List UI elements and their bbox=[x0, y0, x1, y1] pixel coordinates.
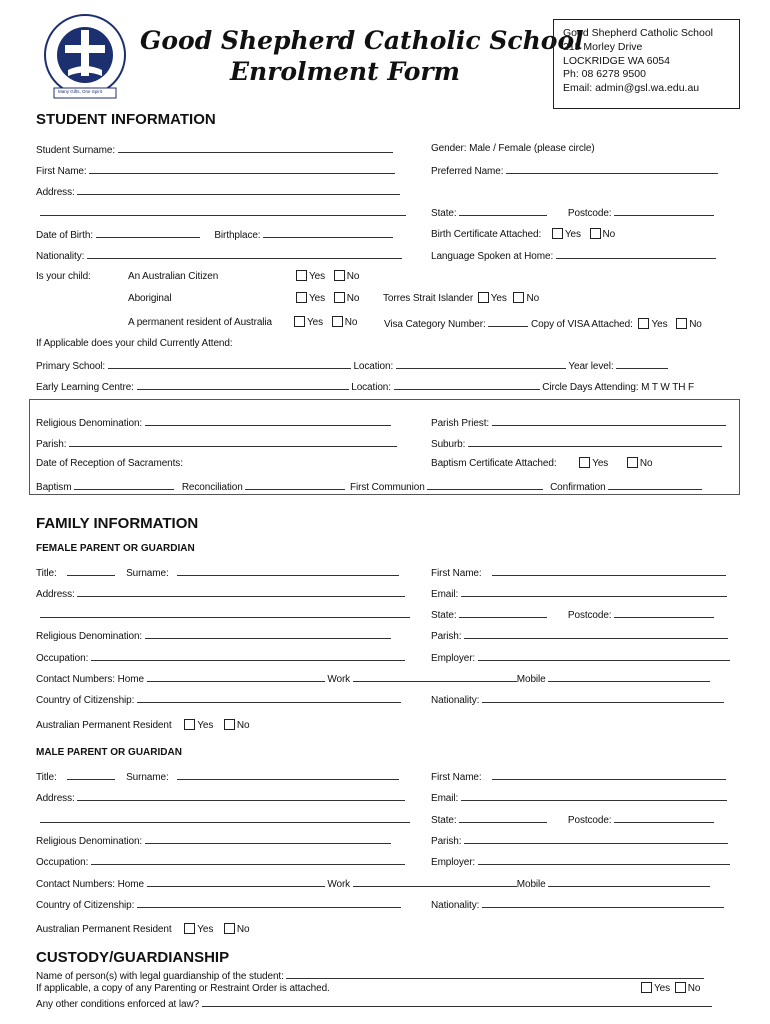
postcode-label: Postcode: bbox=[567, 815, 612, 826]
address-line: Ph: 08 6278 9500 bbox=[563, 68, 646, 81]
first-communion-label: First Communion bbox=[350, 482, 425, 493]
m-citizenship-field[interactable] bbox=[137, 898, 401, 908]
copy-visa-label: Copy of VISA Attached: bbox=[531, 319, 633, 330]
address-line: LOCKRIDGE WA 6054 bbox=[563, 54, 670, 67]
if-applicable-label: If Applicable does your child Currently Attend: bbox=[36, 338, 233, 349]
citizen-no-checkbox[interactable] bbox=[334, 270, 345, 281]
m-apr-row bbox=[36, 923, 250, 935]
custody-heading: CUSTODY/GUARDIANSHIP bbox=[36, 949, 230, 966]
birth-cert-yes-checkbox[interactable] bbox=[552, 228, 563, 239]
no-label: No bbox=[687, 983, 701, 994]
primary-school-label: Primary School: bbox=[36, 361, 106, 372]
state-label: State: bbox=[431, 208, 457, 219]
contact-label: Contact Numbers: Home bbox=[36, 674, 144, 685]
male-heading: MALE PARENT OR GUARIDAN bbox=[36, 747, 182, 758]
f-apr-yes-checkbox[interactable] bbox=[184, 719, 195, 730]
apr-label: Australian Permanent Resident bbox=[36, 924, 172, 935]
visa-row bbox=[384, 317, 702, 330]
order-yes-checkbox[interactable] bbox=[641, 982, 652, 993]
language-row bbox=[431, 249, 716, 262]
m-work-field[interactable] bbox=[353, 877, 517, 887]
f-title-field[interactable] bbox=[67, 566, 115, 576]
baptism-cert-no-checkbox[interactable] bbox=[627, 457, 638, 468]
f-email-field[interactable] bbox=[461, 587, 727, 597]
visa-yes-checkbox[interactable] bbox=[638, 318, 649, 329]
address-field[interactable] bbox=[77, 185, 400, 195]
date-reception-label: Date of Reception of Sacraments: bbox=[36, 458, 183, 469]
m-surname-field[interactable] bbox=[177, 770, 399, 780]
parish-field[interactable] bbox=[69, 437, 397, 447]
citizenship-label: Country of Citizenship: bbox=[36, 900, 135, 911]
dob-field[interactable] bbox=[96, 228, 200, 238]
state-label: State: bbox=[431, 815, 457, 826]
address-line: 215 Morley Drive bbox=[563, 40, 643, 53]
parish-priest-label: Parish Priest: bbox=[431, 418, 490, 429]
no-label: No bbox=[526, 293, 540, 304]
f-state-field[interactable] bbox=[459, 608, 547, 618]
f-postcode-field[interactable] bbox=[614, 608, 714, 618]
no-label: No bbox=[236, 720, 250, 731]
work-label: Work bbox=[327, 674, 351, 685]
m-state-field[interactable] bbox=[459, 813, 547, 823]
occupation-label: Occupation: bbox=[36, 857, 89, 868]
m-address-row-2 bbox=[40, 813, 410, 826]
state-row bbox=[431, 206, 714, 219]
no-label: No bbox=[602, 229, 616, 240]
nationality-field[interactable] bbox=[87, 249, 402, 259]
yes-label: Yes bbox=[564, 229, 581, 240]
f-apr-no-checkbox[interactable] bbox=[224, 719, 235, 730]
m-occupation-field[interactable] bbox=[91, 855, 405, 865]
m-employer-row bbox=[431, 855, 730, 868]
nationality-label: Nationality: bbox=[431, 900, 480, 911]
dob-row bbox=[36, 228, 393, 241]
yes-label: Yes bbox=[490, 293, 507, 304]
location-label: Location: bbox=[351, 382, 391, 393]
early-learning-label: Early Learning Centre: bbox=[36, 382, 134, 393]
yes-label: Yes bbox=[307, 317, 324, 328]
first-name-label: First Name: bbox=[431, 772, 482, 783]
f-address-field[interactable] bbox=[77, 587, 405, 597]
aboriginal-options bbox=[296, 292, 359, 304]
email-label: Email: bbox=[431, 589, 459, 600]
student-heading: STUDENT INFORMATION bbox=[36, 111, 216, 128]
custody-guardian-row bbox=[36, 969, 704, 982]
f-citizenship-field[interactable] bbox=[137, 693, 401, 703]
m-nationality-row bbox=[431, 898, 724, 911]
f-citizenship-row bbox=[36, 693, 401, 706]
m-email-row bbox=[431, 791, 727, 804]
torres-row bbox=[383, 292, 539, 304]
nationality-row bbox=[36, 249, 402, 262]
baptism-cert-yes-checkbox[interactable] bbox=[579, 457, 590, 468]
guardianship-field[interactable] bbox=[286, 969, 704, 979]
primary-school-field[interactable] bbox=[108, 359, 351, 369]
parish-priest-field[interactable] bbox=[492, 416, 726, 426]
m-employer-field[interactable] bbox=[478, 855, 730, 865]
baptism-cert-row bbox=[431, 457, 652, 469]
title-line-1: Good Shepherd Catholic School bbox=[140, 26, 584, 55]
yes-label: Yes bbox=[592, 458, 609, 469]
m-mobile-field[interactable] bbox=[548, 877, 710, 887]
contact-label: Contact Numbers: Home bbox=[36, 879, 144, 890]
dob-label: Date of Birth: bbox=[36, 230, 93, 241]
visa-category-field[interactable] bbox=[488, 317, 528, 327]
m-title-row bbox=[36, 770, 399, 783]
birthplace-label: Birthplace: bbox=[214, 230, 261, 241]
denomination-label: Religious Denomination: bbox=[36, 418, 143, 429]
parish-label: Parish: bbox=[36, 439, 67, 450]
guardianship-label: Name of person(s) with legal guardianship of the student: bbox=[36, 971, 284, 982]
reconciliation-field[interactable] bbox=[245, 480, 345, 490]
baptism-cert-label: Baptism Certificate Attached: bbox=[431, 458, 557, 469]
nationality-label: Nationality: bbox=[431, 695, 480, 706]
confirmation-label: Confirmation bbox=[550, 482, 606, 493]
f-nationality-row bbox=[431, 693, 724, 706]
f-parish-row bbox=[431, 629, 728, 642]
aboriginal-yes-checkbox[interactable] bbox=[296, 292, 307, 303]
f-occupation-field[interactable] bbox=[91, 651, 405, 661]
denomination-field[interactable] bbox=[145, 416, 391, 426]
language-label: Language Spoken at Home: bbox=[431, 251, 554, 262]
work-label: Work bbox=[327, 879, 351, 890]
first-name-label: First Name: bbox=[431, 568, 482, 579]
m-parish-field[interactable] bbox=[464, 834, 728, 844]
confirmation-field[interactable] bbox=[608, 480, 702, 490]
first-name-label: First Name: bbox=[36, 166, 87, 177]
mobile-label: Mobile bbox=[516, 674, 546, 685]
f-email-row bbox=[431, 587, 727, 600]
conditions-label: Any other conditions enforced at law? bbox=[36, 999, 200, 1010]
f-address-field-2[interactable] bbox=[40, 608, 410, 618]
first-communion-field[interactable] bbox=[427, 480, 543, 490]
m-email-field[interactable] bbox=[461, 791, 727, 801]
surname-label: Student Surname: bbox=[36, 145, 116, 156]
f-work-field[interactable] bbox=[353, 672, 517, 682]
is-your-child-label: Is your child: bbox=[36, 271, 91, 282]
m-parish-row bbox=[431, 834, 728, 847]
preferred-name-field[interactable] bbox=[506, 164, 718, 174]
parish-priest-row bbox=[431, 416, 726, 429]
birth-cert-label: Birth Certificate Attached: bbox=[431, 229, 542, 240]
parish-row bbox=[36, 437, 397, 450]
no-label: No bbox=[689, 319, 702, 330]
reconciliation-label: Reconciliation bbox=[181, 482, 243, 493]
suburb-label: Suburb: bbox=[431, 439, 466, 450]
surname-field[interactable] bbox=[118, 143, 393, 153]
m-address-field[interactable] bbox=[77, 791, 405, 801]
aboriginal-no-checkbox[interactable] bbox=[334, 292, 345, 303]
yes-label: Yes bbox=[309, 293, 326, 304]
form-title bbox=[140, 26, 584, 86]
postcode-field[interactable] bbox=[614, 206, 714, 216]
logo-motto: Many Gifts, One Spirit bbox=[58, 89, 103, 94]
no-label: No bbox=[346, 293, 360, 304]
first-name-row bbox=[36, 164, 395, 177]
employer-label: Employer: bbox=[431, 857, 476, 868]
year-level-label: Year level: bbox=[568, 361, 614, 372]
preferred-name-label: Preferred Name: bbox=[431, 166, 504, 177]
m-nationality-field[interactable] bbox=[482, 898, 724, 908]
address-row-2 bbox=[40, 206, 406, 219]
early-location-field[interactable] bbox=[394, 380, 540, 390]
citizen-options bbox=[296, 270, 359, 282]
parish-label: Parish: bbox=[431, 631, 462, 642]
torres-label: Torres Strait Islander bbox=[383, 293, 474, 304]
yes-label: Yes bbox=[651, 319, 668, 330]
parish-label: Parish: bbox=[431, 836, 462, 847]
title-label: Title: bbox=[36, 568, 57, 579]
address-label: Address: bbox=[36, 793, 75, 804]
no-label: No bbox=[236, 924, 250, 935]
f-home-field[interactable] bbox=[147, 672, 325, 682]
title-line-2: Enrolment Form bbox=[229, 57, 461, 86]
gender-label: Gender: Male / Female (please circle) bbox=[431, 143, 595, 154]
yes-label: Yes bbox=[309, 271, 326, 282]
email-label: Email: bbox=[431, 793, 459, 804]
parenting-order-options bbox=[641, 982, 700, 994]
surname-label: Surname: bbox=[126, 772, 169, 783]
address-label: Address: bbox=[36, 187, 75, 198]
baptism-field[interactable] bbox=[74, 480, 174, 490]
citizen-label: An Australian Citizen bbox=[128, 271, 219, 282]
postcode-label: Postcode: bbox=[567, 610, 612, 621]
m-title-field[interactable] bbox=[67, 770, 115, 780]
m-address-field-2[interactable] bbox=[40, 813, 410, 823]
early-learning-row bbox=[36, 380, 694, 393]
f-denomination-row bbox=[36, 629, 391, 642]
permanent-resident-options bbox=[294, 316, 357, 328]
m-state-row bbox=[431, 813, 714, 826]
f-employer-row bbox=[431, 651, 730, 664]
m-contact-row bbox=[36, 877, 710, 890]
m-occupation-row bbox=[36, 855, 405, 868]
pr-yes-checkbox[interactable] bbox=[294, 316, 305, 327]
m-postcode-field[interactable] bbox=[614, 813, 714, 823]
yes-label: Yes bbox=[197, 924, 214, 935]
m-first-name-field[interactable] bbox=[492, 770, 726, 780]
m-address-row bbox=[36, 791, 405, 804]
f-state-row bbox=[431, 608, 714, 621]
conditions-field[interactable] bbox=[202, 997, 712, 1007]
m-denomination-field[interactable] bbox=[145, 834, 391, 844]
address-label: Address: bbox=[36, 589, 75, 600]
f-surname-field[interactable] bbox=[177, 566, 399, 576]
baptism-label: Baptism bbox=[36, 482, 72, 493]
f-apr-row bbox=[36, 719, 250, 731]
m-apr-yes-checkbox[interactable] bbox=[184, 923, 195, 934]
preferred-name-row bbox=[431, 164, 718, 177]
mobile-label: Mobile bbox=[516, 879, 546, 890]
pr-no-checkbox[interactable] bbox=[332, 316, 343, 327]
f-nationality-field[interactable] bbox=[482, 693, 724, 703]
yes-label: Yes bbox=[197, 720, 214, 731]
no-label: No bbox=[344, 317, 358, 328]
f-mobile-field[interactable] bbox=[548, 672, 710, 682]
m-denomination-row bbox=[36, 834, 391, 847]
aboriginal-label: Aboriginal bbox=[128, 293, 172, 304]
state-label: State: bbox=[431, 610, 457, 621]
birthplace-field[interactable] bbox=[263, 228, 393, 238]
title-label: Title: bbox=[36, 772, 57, 783]
permanent-resident-label: A permanent resident of Australia bbox=[128, 317, 273, 328]
citizen-yes-checkbox[interactable] bbox=[296, 270, 307, 281]
occupation-label: Occupation: bbox=[36, 653, 89, 664]
postcode-label: Postcode: bbox=[567, 208, 612, 219]
address-field-2[interactable] bbox=[40, 206, 406, 216]
location-field[interactable] bbox=[396, 359, 566, 369]
f-first-name-row bbox=[431, 566, 726, 579]
state-field[interactable] bbox=[459, 206, 547, 216]
surname-row bbox=[36, 143, 393, 156]
sacraments-row bbox=[36, 480, 702, 493]
m-first-name-row bbox=[431, 770, 726, 783]
nationality-label: Nationality: bbox=[36, 251, 85, 262]
school-address-box bbox=[553, 19, 740, 109]
f-employer-field[interactable] bbox=[478, 651, 730, 661]
f-address-row bbox=[36, 587, 405, 600]
f-denomination-field[interactable] bbox=[145, 629, 391, 639]
birth-cert-row bbox=[431, 228, 615, 240]
birth-cert-no-checkbox[interactable] bbox=[590, 228, 601, 239]
m-apr-no-checkbox[interactable] bbox=[224, 923, 235, 934]
f-parish-field[interactable] bbox=[464, 629, 728, 639]
denomination-label: Religious Denomination: bbox=[36, 631, 143, 642]
citizenship-label: Country of Citizenship: bbox=[36, 695, 135, 706]
family-heading: FAMILY INFORMATION bbox=[36, 515, 199, 532]
conditions-row bbox=[36, 997, 712, 1010]
f-contact-row bbox=[36, 672, 710, 685]
female-heading: FEMALE PARENT OR GUARDIAN bbox=[36, 543, 195, 554]
f-first-name-field[interactable] bbox=[492, 566, 726, 576]
m-citizenship-row bbox=[36, 898, 401, 911]
address-row bbox=[36, 185, 400, 198]
suburb-field[interactable] bbox=[468, 437, 722, 447]
primary-school-row bbox=[36, 359, 668, 372]
f-address-row-2 bbox=[40, 608, 410, 621]
yes-label: Yes bbox=[654, 983, 671, 994]
location-label: Location: bbox=[353, 361, 394, 372]
surname-label: Surname: bbox=[126, 568, 169, 579]
circle-days-label: Circle Days Attending: M T W TH F bbox=[542, 382, 695, 393]
year-level-field[interactable] bbox=[616, 359, 668, 369]
visa-no-checkbox[interactable] bbox=[676, 318, 687, 329]
early-learning-field[interactable] bbox=[137, 380, 349, 390]
order-no-checkbox[interactable] bbox=[675, 982, 686, 993]
torres-no-checkbox[interactable] bbox=[513, 292, 524, 303]
visa-category-label: Visa Category Number: bbox=[384, 319, 486, 330]
address-line: Good Shepherd Catholic School bbox=[563, 27, 714, 39]
f-occupation-row bbox=[36, 651, 405, 664]
no-label: No bbox=[639, 458, 653, 469]
address-line: Email: admin@gsl.wa.edu.au bbox=[563, 82, 700, 95]
parenting-order-label: If applicable, a copy of any Parenting or Restraint Order is attached. bbox=[36, 983, 330, 994]
language-field[interactable] bbox=[556, 249, 716, 259]
no-label: No bbox=[346, 271, 360, 282]
m-home-field[interactable] bbox=[147, 877, 325, 887]
f-title-row bbox=[36, 566, 399, 579]
apr-label: Australian Permanent Resident bbox=[36, 720, 172, 731]
suburb-row bbox=[431, 437, 722, 450]
first-name-field[interactable] bbox=[89, 164, 395, 174]
torres-yes-checkbox[interactable] bbox=[478, 292, 489, 303]
denomination-label: Religious Denomination: bbox=[36, 836, 143, 847]
rel-denomination-row bbox=[36, 416, 391, 429]
employer-label: Employer: bbox=[431, 653, 476, 664]
